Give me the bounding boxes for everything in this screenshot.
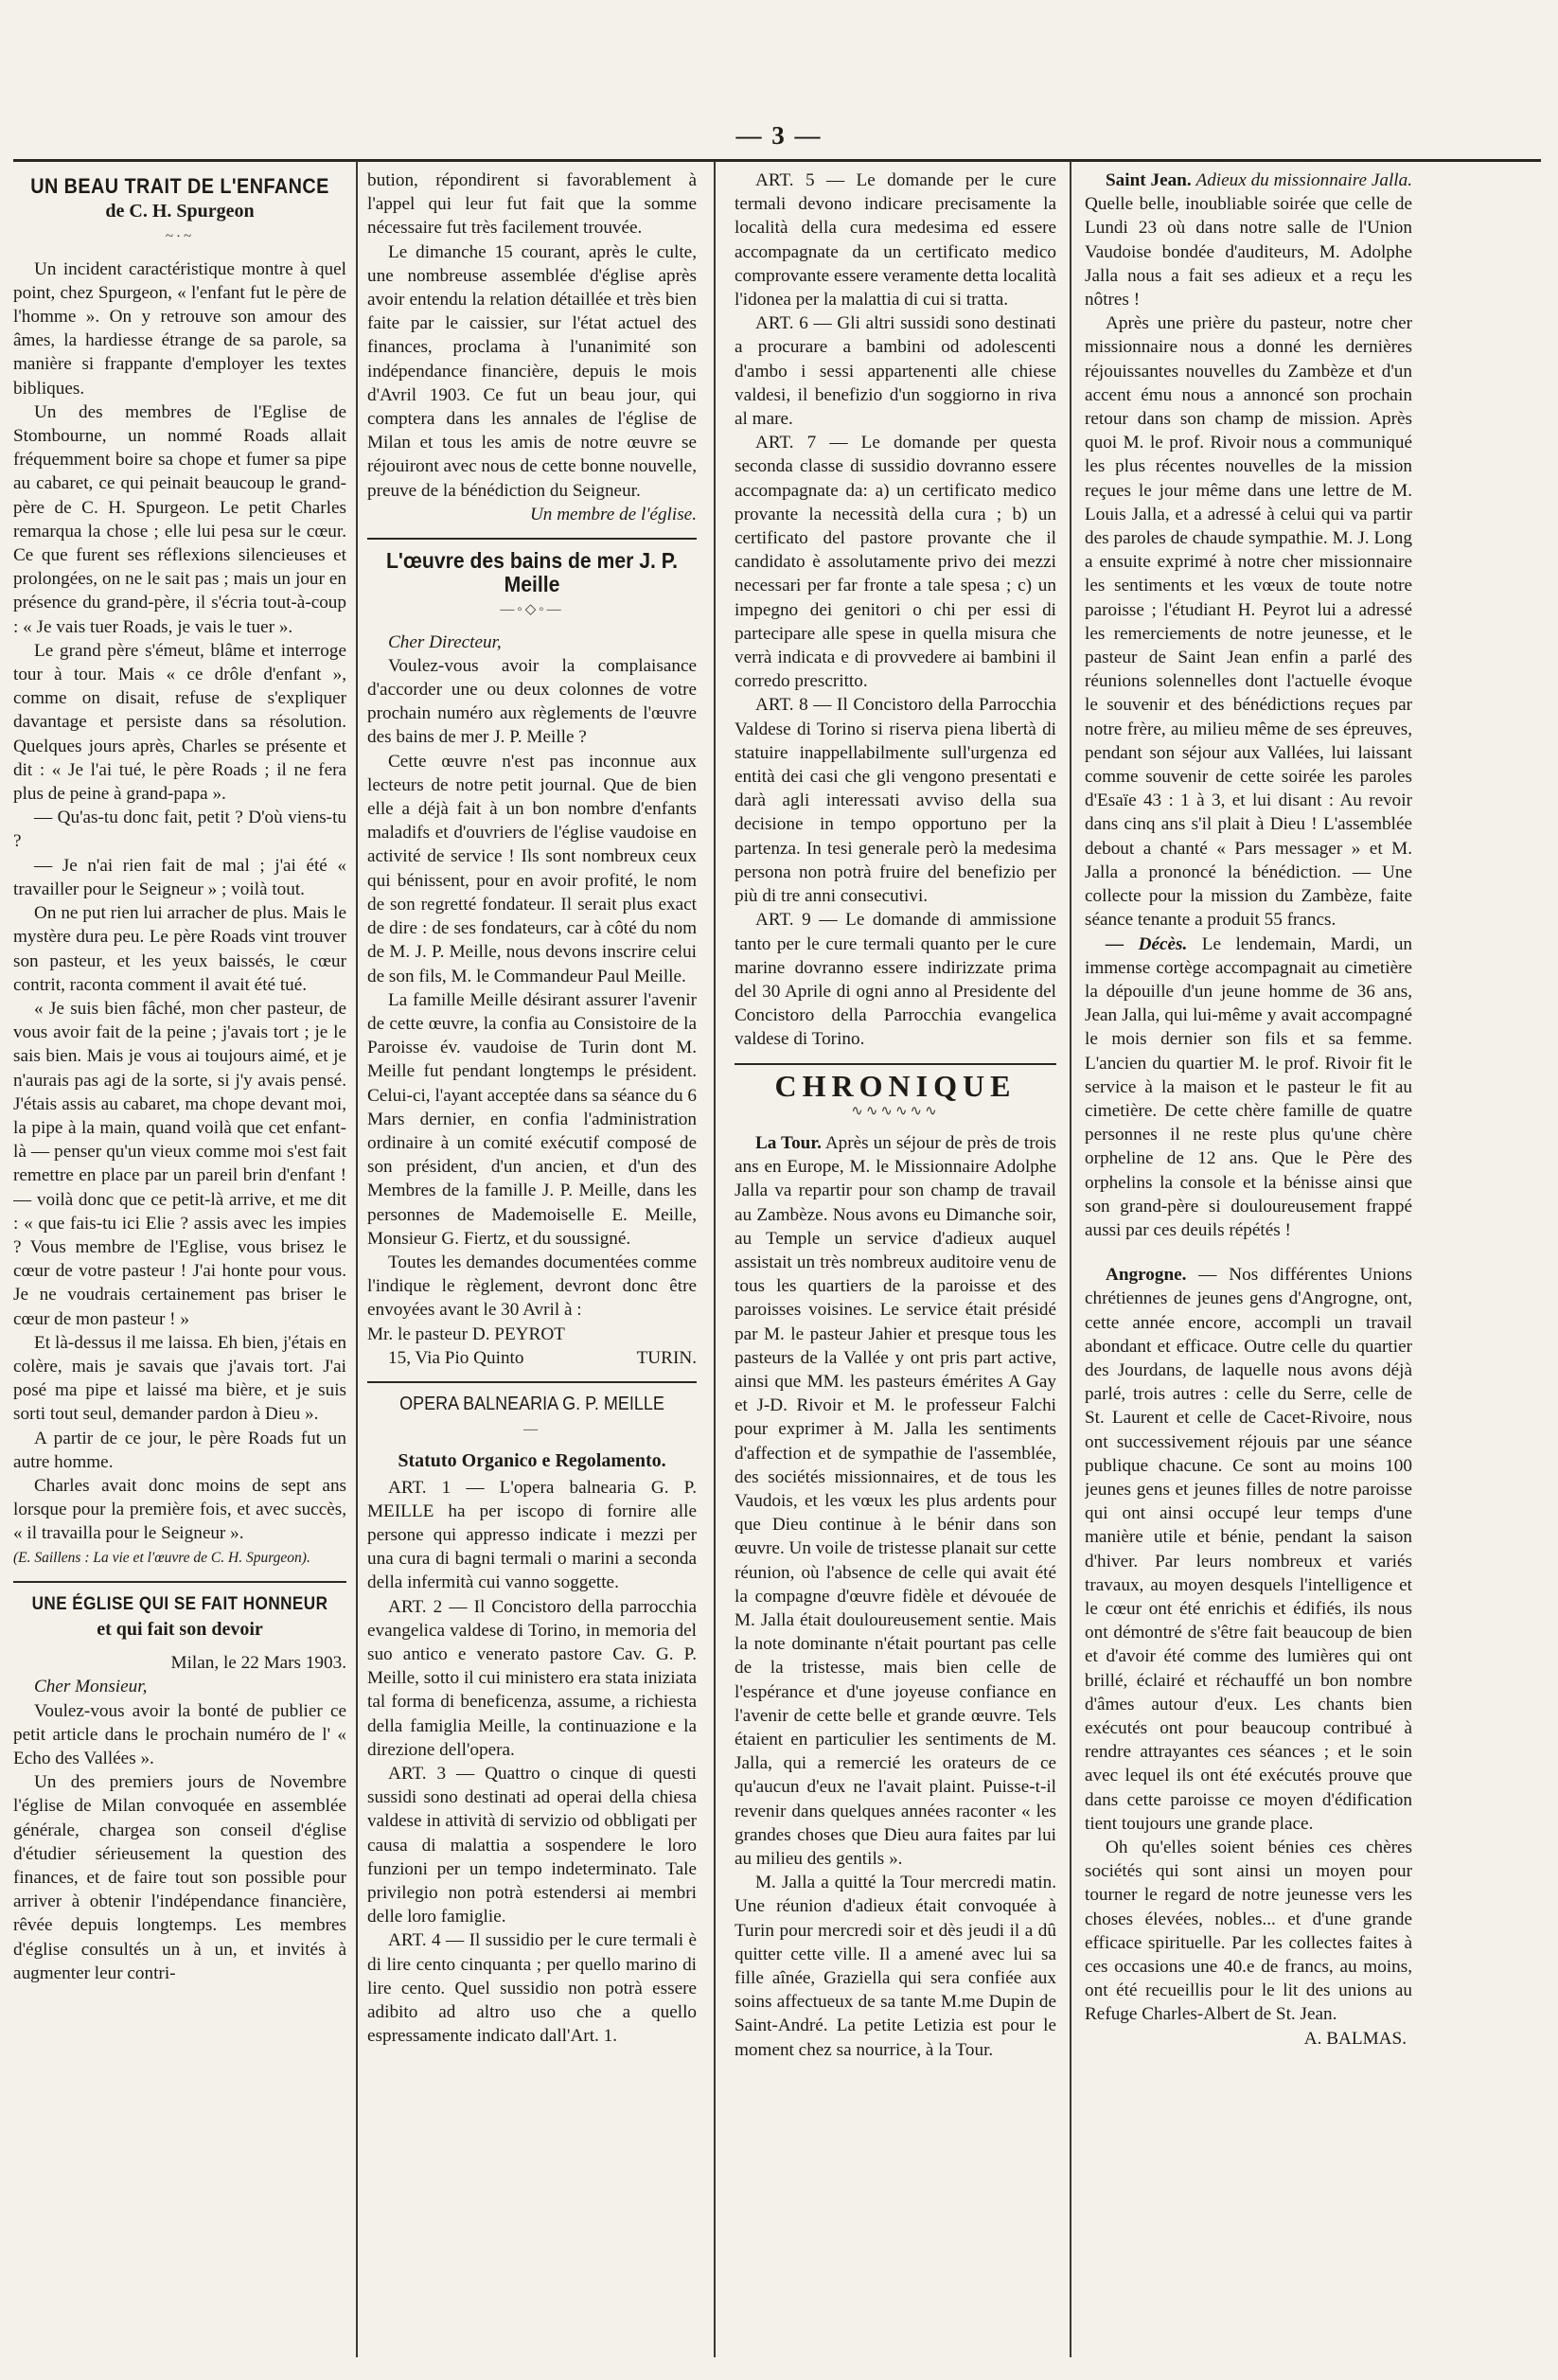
paragraph: Charles avait donc moins de sept ans lorsque pour la première fois, et avec succès, « il travailla pour le Seigneur ». xyxy=(13,1475,346,1544)
paragraph: Oh qu'elles soient bénies ces chères sociétés qui sont ainsi un moyen pour tourner le regard de notre jeunesse vers les choses élevées, nobles... et d'une grande efficace spirituelle. Par les collectes faites à ces occasions une 40.e de francs, au moins, ont été recueillis pour le lit des unions au Refuge Charles-Albert de St. Jean. xyxy=(1085,1838,1412,2025)
article-subtitle: et qui fait son devoir xyxy=(97,1618,263,1640)
address-city: TURIN. xyxy=(636,1347,697,1368)
article-paragraph: ART. 8 — Il Concistoro della Parrocchia Valdese di Torino si riserva piena libertà di statuire inappellabilmente sull'urgenza ed entità dei casi che gli vengono presentati e darà agli interessati avviso della sua decisione in tempo opportuno per la partenza. In tesi generale però la medesima persona non potrà fruire del benefizio per più di tre anni consecutivi. xyxy=(735,695,1056,907)
ornament-divider: ~·~ xyxy=(165,229,195,245)
paragraph: Un des membres de l'Eglise de Stombourne, un nommé Roads allait fréquemment boire sa chope et fumer sa pipe au cabaret, ce qui peinait beaucoup le grand-père de C. H. Spurgeon. Le petit Charles remarqua la chose ; elle lui pesa sur le cœur. Ce que furent ses réflexions silencieuses et prolongées, on ne le sait pas ; mais un jour en présence du grand-père, il s'écria tout-à-coup : « Je vais tuer Roads, je vais le tuer ». xyxy=(13,401,346,637)
header-rule xyxy=(13,159,1541,162)
place-lead: Angrogne. xyxy=(1106,1265,1187,1286)
salutation: Cher Monsieur, xyxy=(34,1677,148,1697)
paragraph xyxy=(735,1131,1056,1871)
article-paragraph: ART. 1 — L'opera balnearia G. P. MEILLE ha per iscopo di fornire alle persone qui appresso indicate i mezzi per una cura di bagni termali o marini a seconda della infermità cui vanno soggette. xyxy=(367,1477,697,1593)
article-paragraph: ART. 9 — Le domande di ammissione tanto per le cure termali quanto per le cure marine dovranno essere indirizzate prima del 30 Aprile di ogni anno al Presidente del Concistoro della Parrocchia evangelica valdese di Torino. xyxy=(735,910,1056,1050)
page-number: — 3 — xyxy=(735,121,823,150)
article-paragraph: ART. 6 — Gli altri sussidi sono destinati a procurare a bambini od adolescenti d'ambo i sessi appartenenti alle chiese valdesi, il benefizio d'un soggiorno in riva al mare. xyxy=(735,313,1056,430)
ornament-divider: —◦◇◦— xyxy=(500,602,564,618)
deces-lead: — Décès. xyxy=(1106,933,1188,954)
salutation: Cher Directeur, xyxy=(388,631,502,652)
column-3 xyxy=(735,169,1056,2355)
section-heading-chronique: CHRONIQUE xyxy=(774,1068,1017,1103)
paragraph: Un des premiers jours de Novembre l'église de Milan convoquée en assemblée générale, chargea son conseil d'église d'étudier sérieusement la question des finances, et de faire tout son possible pour arriver à obtenir l'indépendance financière, rêvée depuis longtemps. Les membres d'église consultés un à un, et invités à augmenter leur contri- xyxy=(13,1772,346,1983)
section-rule xyxy=(367,1381,697,1383)
source-note: (E. Saillens : La vie et l'œuvre de C. H. Spurgeon). xyxy=(13,1549,310,1566)
paragraph xyxy=(1085,932,1412,1243)
article-title: UN BEAU TRAIT DE L'ENFANCE xyxy=(30,174,329,198)
paragraph: Un incident caractéristique montre à quel point, chez Spurgeon, « l'enfant fut le père de l'homme ». On y retrouve son amour des âmes, la hardiesse étrange de sa parole, sa manière si frappante d'employer les textes bibliques. xyxy=(13,258,346,399)
column-4 xyxy=(1085,169,1412,2355)
article-paragraph: ART. 5 — Le domande per le cure termali devono indicare precisamente la località della cura medesima ed essere accompagnate da un certificato medico comprovante essere veramente detta località l'idonea per la malattia di cui si tratta. xyxy=(735,170,1056,311)
article-title: OPERA BALNEARIA G. P. MEILLE xyxy=(399,1393,664,1414)
paragraph: La famille Meille désirant assurer l'avenir de cette œuvre, la confia au Consistoire de la Paroisse év. vaudoise de Turin dont M. Meille fut pendant longtemps le président. Celui-ci, l'ayant acceptée dans sa séance du 6 Mars dernier, en confia l'administration ordinaire à un comité exécutif composé de son président, d'un ancien, et d'un des Membres de la famille J. P. Meille, dans les personnes de Mademoiselle E. Meille, Monsieur G. Fiertz, et du soussigné. xyxy=(367,989,697,1249)
paragraph xyxy=(1085,1263,1412,1836)
article-paragraph: ART. 2 — Il Concistoro della parrocchia evangelica valdese di Torino, in memoria del suo antico e venerato pastore Cav. G. P. Meille, sotto il cui ministero era stata iniziata tal forma di beneficenza, assume, a richiesta della famiglia Meille, la continuazione e la direzione dell'opera. xyxy=(367,1596,697,1760)
section-rule xyxy=(367,538,697,540)
paragraph: — Qu'as-tu donc fait, petit ? D'où viens-tu ? xyxy=(13,808,346,852)
section-heading: Statuto Organico e Regolamento. xyxy=(398,1450,666,1472)
paragraph: bution, répondirent si favorablement à l'appel qui leur fut fait que la somme nécessaire fut très facilement trouvée. xyxy=(367,170,697,239)
signature: A. BALMAS. xyxy=(1303,2028,1407,2049)
article-title: UNE ÉGLISE QUI SE FAIT HONNEUR xyxy=(31,1593,328,1614)
column-divider xyxy=(714,161,716,2357)
article-subtitle: de C. H. Spurgeon xyxy=(105,201,255,222)
article-paragraph: ART. 7 — Le domande per questa seconda classe di sussidio dovranno essere accompagnate da: a) un certificato medico provante la necessità della cura ; b) un certificato del pastore provante che il candidato è assolutamente privo dei mezzi necessari per far fronte a tale spesa ; c) un impegno dei genitori o chi per essi di partecipare alle spese in quella misura che verrà indicata e di provvedere ai bambini il corredo prescritto. xyxy=(735,433,1056,692)
paragraph-text: — Nos différentes Unions chrétiennes de jeunes gens d'Angrogne, ont, cette année encore, accompli un travail abondant et efficace. Outre celle du quartier des Jourdans, de laquelle nous avons déjà parlé, trois autres : celle du Serre, celle de St. Laurent et celle de Cacet-Rivoire, nous ont successivement réjouis par une séance publique chacune. Ce sont au moins 100 jeunes gens et jeunes filles de notre paroisse qui ont ainsi occupé leur temps d'une manière utile et bénie, pendant la saison d'hiver. Par leurs nombreux et variés travaux, au moyen desquels l'intelligence et le cœur ont été enrichis et édifiés, ils nous ont démontré de s'être fait beaucoup de bien et d'avoir été comme des lumières qui ont brillé, éclairé et réchauffé un bon nombre d'âmes autour d'eux. Les chants bien exécutés ont pour beaucoup contribué à rendre attrayantes ces séances ; et le soin avec lequel ils ont été exécutés prouve que dans cette paroisse ce moyen d'édification tient toujours une grande place. xyxy=(1085,1265,1412,1834)
paragraph: Voulez-vous avoir la complaisance d'accorder une ou deux colonnes de votre prochain numéro aux règlements de l'œuvre des bains de mer J. P. Meille ? xyxy=(367,655,697,748)
column-divider xyxy=(1070,161,1071,2357)
paragraph: A partir de ce jour, le père Roads fut un autre homme. xyxy=(13,1428,346,1472)
paragraph-text: Après un séjour de près de trois ans en Europe, M. le Missionnaire Adolphe Jalla va repartir pour son champ de travail au Zambèze. Nous avons eu Dimanche soir, au Temple un service d'adieux auquel assistait un très nombreux auditoire venu de tous les quartiers de la paroisse et des paroisses voisines. Le service était présidé par M. le pasteur Jahier et presque tous les pasteurs de la Vallée y ont pris part active, ainsi que MM. les pasteurs émérites A Gay et J-D. Rivoir et M. le professeur Falchi pour exprimer à M. Jalla les sentiments d'affection et de sympathie de l'assemblée, des sociétés missionnaires, et de tous les Vaudois, et les vœux les plus ardents pour que Dieu continue à le bénir dans son œuvre. Un voile de tristesse planait sur cette réunion, où l'absence de celle qui avait été la compagne d'œuvre fidèle et dévouée de M. Jalla était douloureusement sentie. Mais la note dominante n'était pourtant pas celle de la tristesse, mais bien celle de l'espérance et d'une joyeuse confiance en l'avenir de cette belle et grande œuvre. Tels étaient en particulier les sentiments de M. Jalla, qui a remercié les orateurs de ce qu'aucun d'eux ne l'avait plaint. Puisse-t-il revenir dans quelques années raconter « les grandes choses que Dieu aura faites par lui au milieu des gentils ». xyxy=(735,1132,1056,1870)
paragraph: Après une prière du pasteur, notre cher missionnaire nous a donné les dernières réjouissantes nouvelles du Zambèze et d'un accent ému nous a annoncé son prochain retour dans son champ de mission. Après quoi M. le prof. Rivoir nous a communiqué les plus récentes nouvelles de la mission reçues le jour même dans une lettre de M. Louis Jalla, et a adressé à celui qui va partir des paroles de chaude sympathie. M. J. Long a ensuite exprimé à notre cher missionnaire les sentiments et les vœux de toute notre paroisse ; l'étudiant H. Peyrot lui a adressé les remerciements de notre jeunesse, et le pasteur de Saint Jean enfin a parlé des réunions solennelles dont l'actuelle évoque le souvenir et des bénédictions reçues par notre frère, au milieu même de ses épreuves, pendant son séjour aux Vallées, lui laissant comme souvenir de cette soirée les paroles d'Esaïe 43 : 1 à 3, et lui disant : Au revoir dans cinq ans s'il plait à Dieu ! L'assemblée debout a chanté « Pars messager » et M. Jalla a prononcé la bénédiction. — Une collecte pour la mission du Zambèze, faite séance tenante a produit 55 francs. xyxy=(1085,313,1412,931)
column-divider xyxy=(356,161,358,2357)
address-line: Mr. le pasteur D. PEYROT xyxy=(367,1323,565,1344)
paragraph: M. Jalla a quitté la Tour mercredi matin. Une réunion d'adieux était convoquée à Turin pour mercredi soir et dès jeudi il a dû quitter cette ville. Il a amené avec lui sa fille aînée, Graziella qui sera confiée aux soins affectueux de sa tante M.me Dupin de Saint-André. La petite Letizia est pour le moment chez sa nourrice, à la Tour. xyxy=(735,1873,1056,2060)
ornament-divider: ∿∿∿∿∿∿ xyxy=(851,1103,940,1119)
column-2 xyxy=(367,169,697,2355)
section-rule xyxy=(735,1063,1056,1065)
paragraph: Le grand père s'émeut, blâme et interroge tour à tour. Mais « ce drôle d'enfant », comme on disait, refuse de s'expliquer davantage et persiste dans sa résolution. Quelques jours après, Charles se présente et dit : « Je l'ai tué, le père Roads ; il ne fera plus de peine à grand-papa ». xyxy=(13,640,346,805)
paragraph: — Je n'ai rien fait de mal ; j'ai été « travailler pour le Seigneur » ; voilà tout. xyxy=(13,855,346,899)
paragraph: Le dimanche 15 courant, après le culte, une nombreuse assemblée d'église après avoir entendu la relation détaillée et très bien faite par le caissier, sur l'état actuel des finances, proclama à l'unanimité son indépendance financière, depuis le mois d'Avril 1903. Ce fut un beau jour, qui comptera dans les annales de l'église de Milan et tous les amis de notre œuvre se réjouiront avec nous de cette bonne nouvelle, preuve de la bénédiction du Seigneur. xyxy=(367,241,697,501)
column-1 xyxy=(13,169,346,2355)
address-line xyxy=(367,1346,697,1370)
paragraph-text: Quelle belle, inoubliable soirée que celle de Lundi 23 où dans notre salle de l'Union Vaudoise bondée d'auditeurs, M. Adolphe Jalla nous a fait ses adieux et a reçu les nôtres ! xyxy=(1085,194,1412,311)
signature: Un membre de l'église. xyxy=(529,504,697,524)
paragraph: Cette œuvre n'est pas inconnue aux lecteurs de notre petit journal. Que de bien elle a déjà fait à un bon nombre d'enfants maladifs et d'ouvriers de l'église vaudoise en activité de service ! Ils sont nombreux ceux qui bénissent, pour en avoir profité, le nom de son regretté fondateur. Il serait plus exact de dire : de ses fondateurs, car à côté du nom de M. J. P. Meille, nous devons inscrire celui de son fils, M. le Commandeur Paul Meille. xyxy=(367,751,697,986)
paragraph: Toutes les demandes documentées comme l'indique le règlement, devront donc être envoyées avant le 30 Avril à : xyxy=(367,1252,697,1321)
paragraph: Voulez-vous avoir la bonté de publier ce petit article dans le prochain numéro de l' « Echo des Vallées ». xyxy=(13,1700,346,1768)
article-paragraph: ART. 4 — Il sussidio per le cure termali è di lire cento cinquanta ; per quello marino di lire cento. Quel sussidio non potrà essere adibito ad altro uso che a quello espressamente indicato dall'Art. 1. xyxy=(367,1930,697,2047)
article-title: L'œuvre des bains de mer J. P. Meille xyxy=(385,548,679,597)
ornament-divider: — xyxy=(523,1422,540,1438)
place-lead: Saint Jean. xyxy=(1106,170,1192,190)
article-paragraph: ART. 3 — Quattro o cinque di questi sussidi sono destinati ad operai della chiesa valdese in attività di servizio od obbligati per causa di malattia a sospendere le loro funzioni per un tempo indeterminato. Tale privilegio non potrà estendersi ai membri delle loro famiglie. xyxy=(367,1764,697,1927)
address-street: 15, Via Pio Quinto xyxy=(388,1347,524,1368)
paragraph: Et là-dessus il me laissa. Eh bien, j'étais en colère, mais je savais que j'avais tort. J'ai posé ma pipe et laissé ma bière, et je suis sorti tout seul, demander pardon à Dieu ». xyxy=(13,1332,346,1425)
paragraph: On ne put rien lui arracher de plus. Mais le mystère dura peu. Le père Roads vint trouver son pasteur, et les yeux baissés, le cœur contrit, raconta comment il avait été tué. xyxy=(13,903,346,995)
section-rule xyxy=(13,1581,346,1583)
place-lead-italic: Adieux du missionnaire Jalla. xyxy=(1195,170,1412,190)
paragraph xyxy=(1085,169,1412,311)
paragraph-text: Le lendemain, Mardi, un immense cortège accompagnait au cimetière la dépouille d'un jeune homme de 36 ans, Jean Jalla, qui lui-même y avait accompagné le mois dernier son fils et sa femme. L'ancien du quartier M. le prof. Rivoir fit le service à la maison et le pasteur le fit au cimetière. De cette chère famille de quatre personnes il ne reste plus qu'une chère orpheline de 12 ans. Que le Père des orphelins la console et la bénisse ainsi que son grand-père si douloureusement frappé aussi par ces deuils répétés ! xyxy=(1085,933,1412,1240)
dateline: Milan, le 22 Mars 1903. xyxy=(170,1653,346,1674)
place-lead: La Tour. xyxy=(755,1132,822,1153)
paragraph: « Je suis bien fâché, mon cher pasteur, de vous avoir fait de la peine ; j'avais tort ; je le sais bien. Mais je vous ai toujours aimé, et je n'aurais pas agi de la sorte, si j'y avais pensé. J'étais assis au cabaret, ma chope devant moi, la pipe à la main, quand voilà que cet enfant-là — penser qu'un vieux comme moi s'est fait remettre en place par un pareil brin d'enfant ! — voilà donc que ce petit-là arrive, et me dit : « que fais-tu ici Elie ? assis avec les impies ? Vous membre de l'Eglise, vous brisez le cœur de votre pasteur ! J'ai honte pour vous. Je ne voudrais certainement pas briser le cœur de mon pasteur ! » xyxy=(13,998,346,1329)
